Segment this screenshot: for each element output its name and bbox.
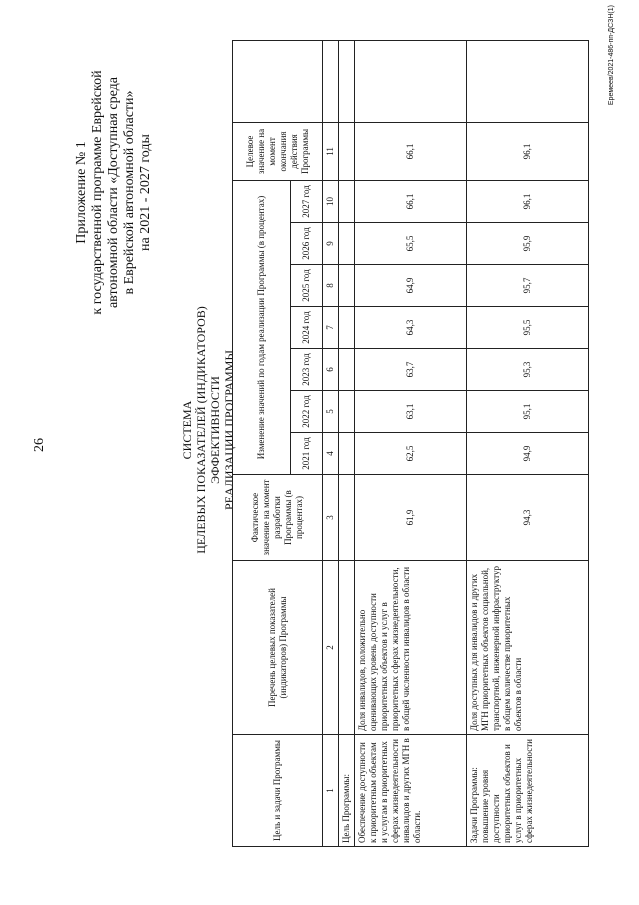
column-number: 1 — [323, 735, 339, 847]
column-number: 3 — [323, 475, 339, 561]
appendix-line: на 2021 - 2027 годы — [138, 134, 153, 251]
table-row — [355, 40, 467, 846]
empty-cell — [339, 561, 355, 735]
empty-cell — [339, 122, 355, 180]
header-list: Перечень целевых показателей (индикаторов) Программы — [233, 561, 323, 735]
empty-cell — [339, 180, 355, 222]
appendix-line: Приложение № 1 — [74, 141, 89, 244]
row-actual: 94,3 — [467, 475, 589, 561]
row-indicator: Доля инвалидов, положительно оценивающих уровень доступности приоритетных объектов и услуг в приоритетных сферах жизнедеятельности, в общей численности инвалидов в области — [355, 561, 467, 735]
column-numbers-row — [323, 40, 339, 846]
title-line: ЦЕЛЕВЫХ ПОКАЗАТЕЛЕЙ (ИНДИКАТОРОВ) ЭФФЕКТИВНОСТИ — [194, 306, 222, 554]
header-year: 2023 год — [291, 349, 323, 391]
row-value: 96,1 — [467, 180, 589, 222]
appendix-line: в Еврейской автономной области» — [122, 90, 137, 295]
header-empty — [233, 40, 323, 122]
empty-cell — [339, 433, 355, 475]
row-value: 63,7 — [355, 349, 467, 391]
row-value: 95,7 — [467, 265, 589, 307]
empty-cell — [339, 475, 355, 561]
appendix-header — [74, 40, 154, 345]
row-value: 95,1 — [467, 391, 589, 433]
header-year: 2027 год — [291, 180, 323, 222]
header-year: 2022 год — [291, 391, 323, 433]
column-number: 7 — [323, 307, 339, 349]
row-target: 66,1 — [355, 122, 467, 180]
empty-cell — [467, 40, 589, 122]
column-number-empty — [323, 40, 339, 122]
header-change: Изменение значений по годам реализации Программы (в процентах) — [233, 180, 291, 474]
row-value: 95,3 — [467, 349, 589, 391]
goal-label-row — [339, 40, 355, 846]
header-year: 2024 год — [291, 307, 323, 349]
row-actual: 61,9 — [355, 475, 467, 561]
header-year: 2021 год — [291, 433, 323, 475]
header-actual: Фактическое значение на момент разработки Программы (в процентах) — [233, 475, 323, 561]
header-target: Целевое значение на момент окончания действия Программы — [233, 122, 323, 180]
empty-cell — [355, 40, 467, 122]
empty-cell — [339, 349, 355, 391]
row-value: 64,3 — [355, 307, 467, 349]
row-goal: Задачи Программы: повышение уровня доступности приоритетных объектов и услуг в приоритетных сферах жизнедеятельности — [467, 735, 589, 847]
title-line: РЕАЛИЗАЦИИ ПРОГРАММЫ — [222, 350, 236, 510]
row-indicator: Доля доступных для инвалидов и других МГН приоритетных объектов социальной, транспортной, инженерной инфраструктур в общем количестве приоритетных объектов в области — [467, 561, 589, 735]
header-goal: Цель и задачи Программы — [233, 735, 323, 847]
row-target: 96,1 — [467, 122, 589, 180]
empty-cell — [339, 307, 355, 349]
column-number: 8 — [323, 265, 339, 307]
page-number: 26 — [32, 438, 47, 452]
empty-cell — [339, 40, 355, 122]
row-value: 63,1 — [355, 391, 467, 433]
column-number: 9 — [323, 223, 339, 265]
column-number: 5 — [323, 391, 339, 433]
row-value: 62,5 — [355, 433, 467, 475]
table-row — [467, 40, 589, 846]
goal-label: Цель Программы: — [339, 735, 355, 847]
document-footer: Еремеев/2021-486-пп-ДСЗН(1) — [608, 5, 615, 106]
row-value: 64,9 — [355, 265, 467, 307]
column-number: 11 — [323, 122, 339, 180]
row-value: 94,9 — [467, 433, 589, 475]
column-number: 2 — [323, 561, 339, 735]
indicators-table — [232, 40, 589, 847]
appendix-line: к государственной программе Еврейской — [90, 70, 105, 315]
title-line: СИСТЕМА — [180, 400, 194, 460]
column-number: 10 — [323, 180, 339, 222]
empty-cell — [339, 223, 355, 265]
row-goal: Обеспечение доступности к приоритетным объектам и услугам в приоритетных сферах жизнедеятельности инвалидов и других МГН в области. — [355, 735, 467, 847]
row-value: 95,5 — [467, 307, 589, 349]
header-year: 2026 год — [291, 223, 323, 265]
header-year: 2025 год — [291, 265, 323, 307]
column-number: 4 — [323, 433, 339, 475]
empty-cell — [339, 391, 355, 433]
row-value: 65,5 — [355, 223, 467, 265]
column-number: 6 — [323, 349, 339, 391]
empty-cell — [339, 265, 355, 307]
row-value: 95,9 — [467, 223, 589, 265]
appendix-line: автономной области «Доступная среда — [106, 76, 121, 309]
document-title — [180, 265, 236, 595]
row-value: 66,1 — [355, 180, 467, 222]
